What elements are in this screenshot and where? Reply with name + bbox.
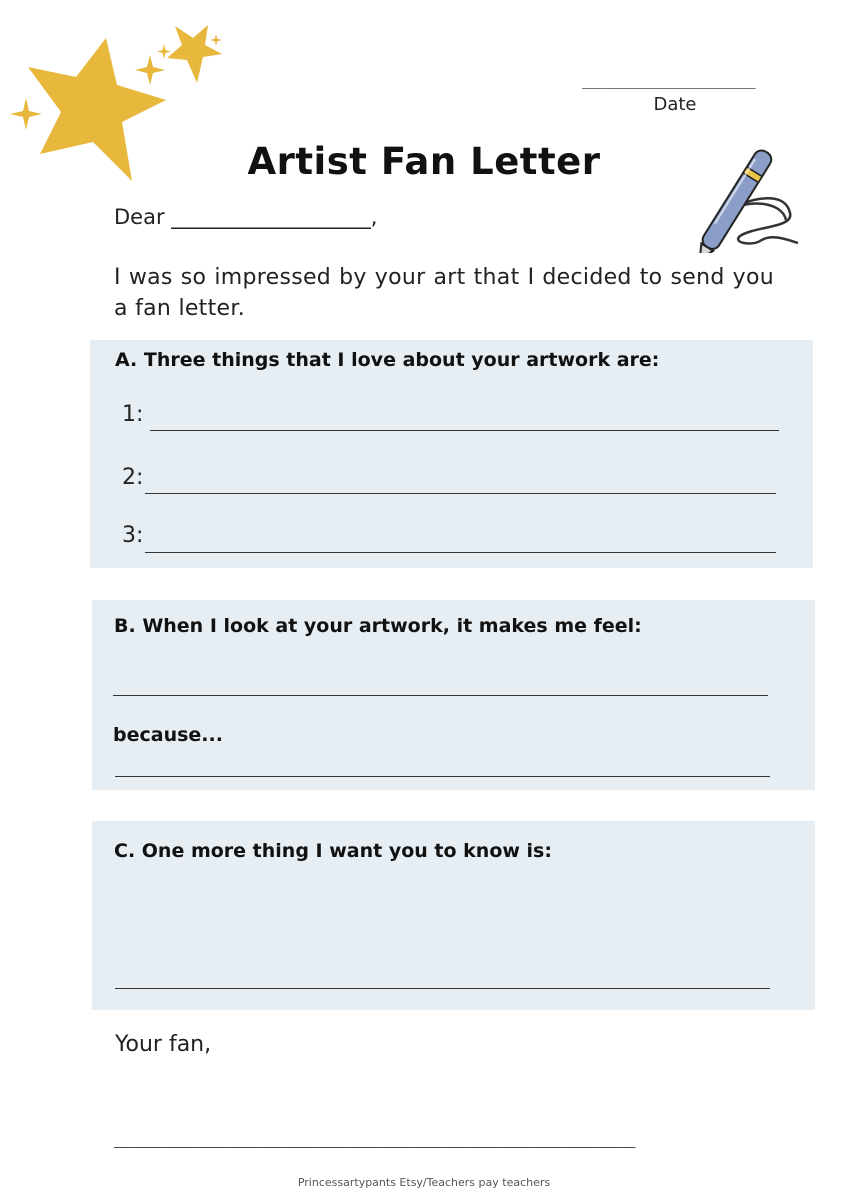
because-line[interactable] — [115, 776, 770, 777]
section-a-heading: A. Three things that I love about your artwork are: — [115, 349, 660, 371]
date-blank[interactable]: ____________________ — [582, 70, 755, 89]
because-label: because... — [113, 724, 223, 746]
sparkle-icon — [135, 55, 165, 85]
section-c — [92, 821, 815, 1010]
item-3-line[interactable] — [145, 552, 776, 553]
item-3-label: 3: — [122, 523, 144, 548]
date-label: Date — [653, 94, 697, 115]
section-a — [90, 340, 813, 568]
page-title: Artist Fan Letter — [247, 140, 601, 183]
item-2-label: 2: — [122, 465, 144, 490]
sparkle-icon — [10, 98, 42, 130]
more-thing-line[interactable] — [115, 988, 770, 989]
item-2-line[interactable] — [145, 493, 776, 494]
section-c-heading: C. One more thing I want you to know is: — [114, 840, 552, 862]
signature-blank[interactable]: ________________________________________________ — [114, 1124, 635, 1148]
section-b — [92, 600, 815, 790]
footer-credit: Princessartypants Etsy/Teachers pay teachers — [297, 1176, 551, 1189]
item-1-line[interactable] — [150, 430, 779, 431]
intro-paragraph: I was so impressed by your art that I decided to send you a fan letter. — [114, 265, 774, 321]
closing-text: Your fan, — [115, 1032, 212, 1057]
greeting-line: Dear ___________________, — [114, 205, 378, 229]
small-star-icon — [167, 25, 222, 83]
feeling-line[interactable] — [113, 695, 768, 696]
item-1-label: 1: — [122, 402, 144, 427]
sparkle-icon — [210, 34, 222, 46]
pen-icon — [690, 128, 810, 253]
section-b-heading: B. When I look at your artwork, it makes me feel: — [114, 615, 642, 637]
